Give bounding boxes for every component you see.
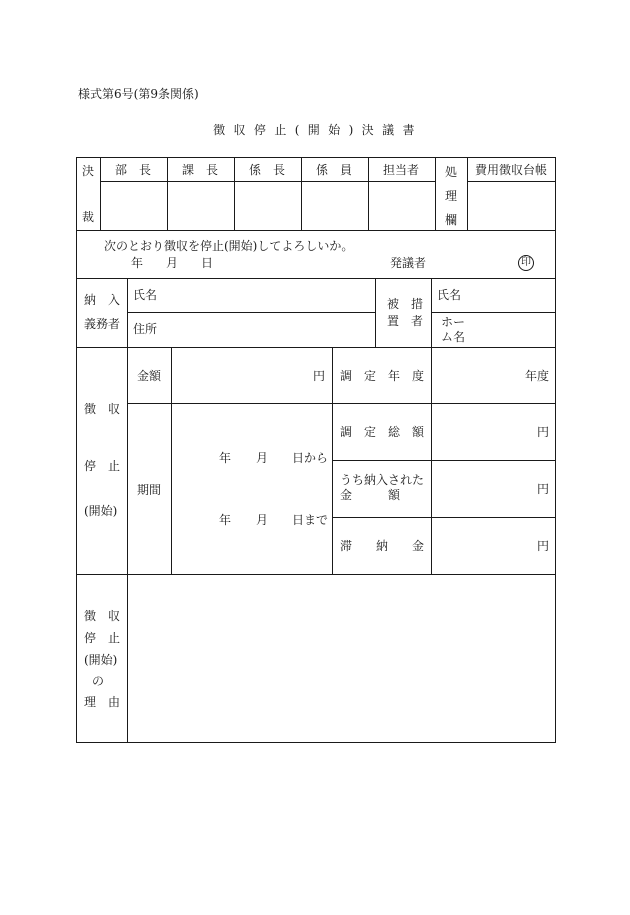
reason-field[interactable]	[128, 575, 555, 742]
obligor-label-line2: 義務者	[84, 317, 121, 331]
measured-name-label: 氏名	[437, 288, 462, 302]
seal-mark: 印	[518, 255, 534, 271]
ledger-label: 費用徴収台帳	[474, 163, 548, 177]
reason-label-1: 徴 収	[84, 609, 121, 623]
paid-amount-label-line1: うち納入された	[340, 473, 425, 487]
obligor-address-label: 住所	[133, 322, 158, 336]
arrears-label: 滞 納 金	[340, 539, 425, 553]
proposal-date-year: 年	[131, 256, 144, 270]
shori-label-1: 処	[444, 165, 458, 179]
period-label: 期間	[137, 483, 162, 497]
period-to-day: 日まで	[292, 513, 329, 527]
total-amount-unit: 円	[536, 425, 549, 439]
period-from-month: 月	[256, 451, 269, 465]
reason-label-2: 停 止	[84, 631, 121, 645]
home-name-label-line1: ホー	[441, 315, 466, 329]
paid-amount-label-line2: 金 額	[340, 488, 401, 502]
shori-label-3: 欄	[444, 213, 458, 227]
obligor-label-line1: 納 入	[84, 293, 121, 307]
kessai-top-label: 決	[81, 164, 95, 178]
reason-label-3: (開始)	[84, 653, 118, 667]
document-title: 徴収停止(開始)決議書	[213, 123, 423, 137]
reason-label-5: 理 由	[84, 695, 121, 709]
obligor-name-label: 氏名	[133, 288, 158, 302]
approval-header-kakariin: 係 員	[315, 163, 353, 177]
measured-label-line2: 置 者	[387, 314, 424, 328]
amount-label: 金額	[137, 369, 162, 383]
suspension-side-label-1: 徴 収	[84, 402, 121, 416]
approval-header-kacho: 課 長	[181, 163, 219, 177]
proposal-statement: 次のとおり徴収を停止(開始)してよろしいか。	[104, 239, 354, 253]
approval-header-bucho: 部 長	[114, 163, 152, 177]
period-to-year: 年	[219, 513, 232, 527]
proposer-label: 発議者	[390, 256, 427, 270]
form-number: 様式第6号(第9条関係)	[78, 87, 199, 101]
fiscal-year-unit: 年度	[524, 369, 549, 383]
period-to-month: 月	[256, 513, 269, 527]
suspension-side-label-2: 停 止	[84, 459, 121, 473]
period-from-year: 年	[219, 451, 232, 465]
suspension-side-label-3: (開始)	[84, 504, 118, 518]
period-from-day: 日から	[292, 451, 329, 465]
reason-label-4: の	[91, 674, 105, 688]
paid-amount-unit: 円	[536, 482, 549, 496]
kessai-bottom-label: 裁	[81, 210, 95, 224]
approval-header-tantosha: 担当者	[382, 163, 420, 177]
shori-label-2: 理	[444, 189, 458, 203]
fiscal-year-label: 調 定 年 度	[340, 369, 425, 383]
home-name-label-line2: ム名	[441, 330, 466, 344]
arrears-unit: 円	[536, 539, 549, 553]
proposal-date-month: 月	[166, 256, 179, 270]
measured-label-line1: 被 措	[387, 297, 424, 311]
total-amount-label: 調 定 総 額	[340, 425, 425, 439]
amount-unit: 円	[312, 369, 325, 383]
proposal-date-day: 日	[201, 256, 214, 270]
approval-header-kakaricho: 係 長	[248, 163, 286, 177]
